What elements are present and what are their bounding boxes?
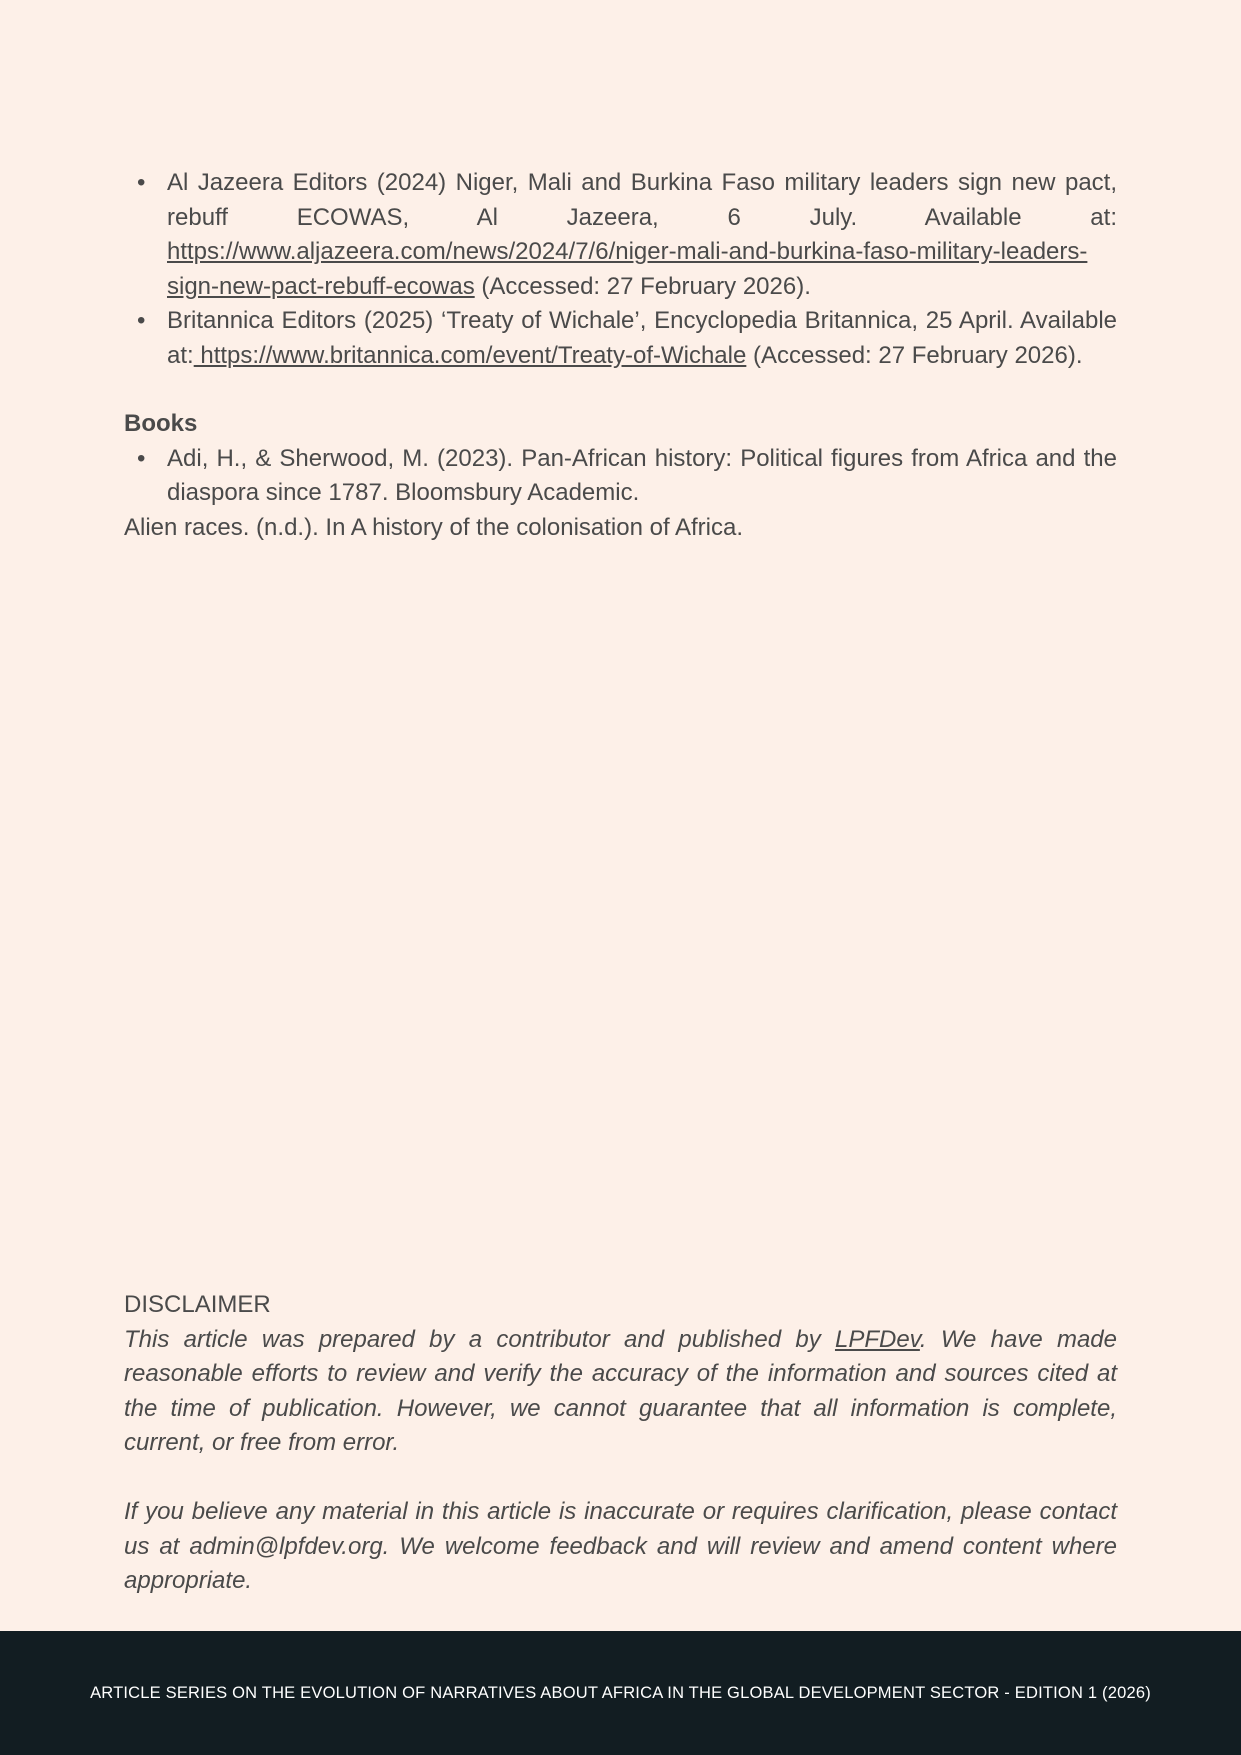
books-heading: Books [124, 410, 198, 437]
lpfdev-link[interactable]: LPFDev [834, 1325, 920, 1353]
list-item [124, 166, 1117, 304]
accessed-text: (Accessed: 27 February 2026). [474, 272, 811, 300]
reference-text: Britannica Editors (2025) ‘Treaty of Wichale’, Encyclopedia Britannica, 25 April. Available at: [167, 307, 1117, 369]
footer-banner [0, 1631, 1241, 1755]
accessed-text: (Accessed: 27 February 2026). [746, 341, 1083, 369]
britannica-link[interactable]: https://www.britannica.com/event/Treaty-of-Wichale [193, 341, 747, 369]
plain-reference: Alien races. (n.d.). In A history of the colonisation of Africa. [124, 513, 743, 541]
contact-paragraph: If you believe any material in this article is inaccurate or requires clarification, please contact us at admin@lpfdev.org. We welcome feedback and will review and amend content where appropriate. [124, 1498, 1117, 1594]
disclaimer-text: This article was prepared by a contributor and published by [124, 1325, 835, 1353]
list-item [124, 304, 1117, 373]
references-section [124, 166, 1117, 545]
reference-text: Al Jazeera Editors (2024) Niger, Mali and Burkina Faso military leaders sign new pact, rebuff ECOWAS, Al Jazeera, 6 July. Available at: [167, 169, 1117, 231]
disclaimer-text: . We have made reasonable efforts to review and verify the accuracy of the information and sources cited at the time of publication. However, we cannot guarantee that all information is complete, current, or free from error. [124, 1325, 1117, 1456]
list-item: • Adi, H., & Sherwood, M. (2023). Pan-African history: Political figures from Africa and the diaspora since 1787. Bloomsbury Academic. [124, 442, 1117, 511]
disclaimer-section [124, 1288, 1117, 1599]
disclaimer-paragraph [124, 1323, 1117, 1461]
disclaimer-title: DISCLAIMER [124, 1291, 271, 1318]
book-references-list [124, 442, 1117, 511]
aljazeera-link[interactable]: https://www.aljazeera.com/news/2024/7/6/niger-mali-and-burkina-faso-military-leaders-sign-new-pact-rebuff-ecowas [167, 238, 1088, 300]
web-references-list [124, 166, 1117, 373]
footer-text: ARTICLE SERIES ON THE EVOLUTION OF NARRATIVES ABOUT AFRICA IN THE GLOBAL DEVELOPMENT SECTOR - EDITION 1 (2026) [90, 1684, 1151, 1702]
